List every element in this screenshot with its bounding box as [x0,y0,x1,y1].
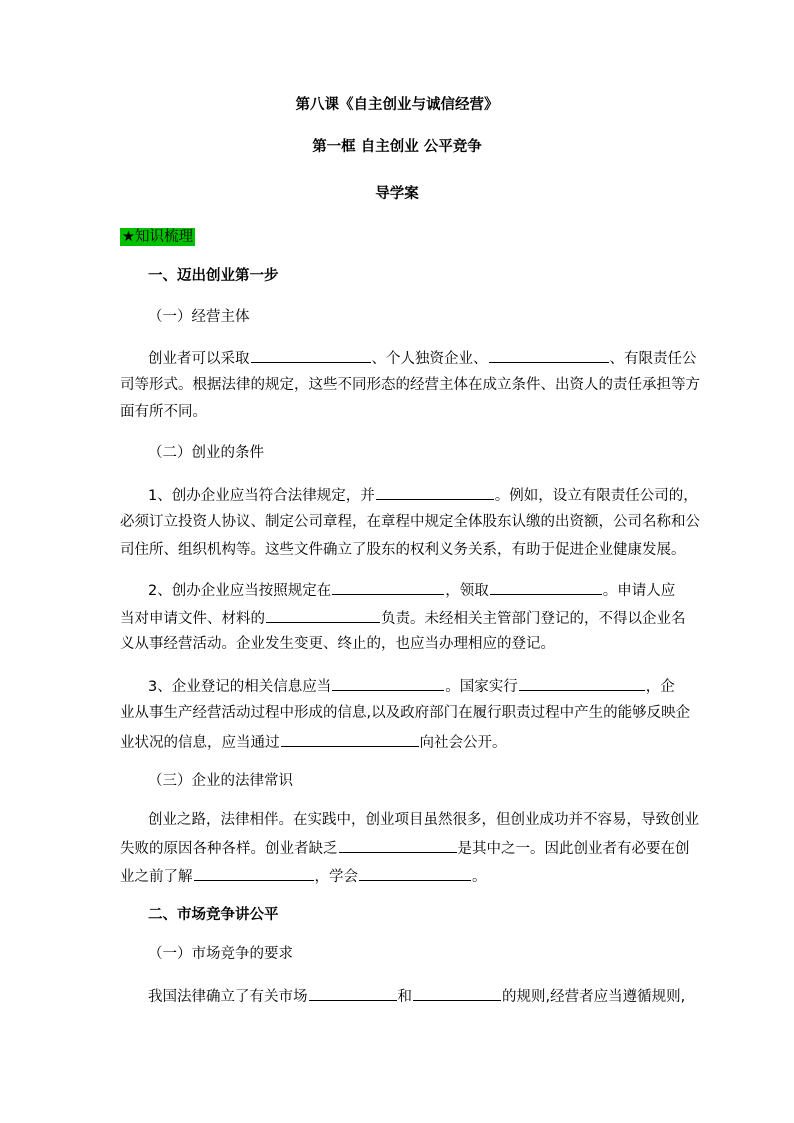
paragraph-line: 业之前了解 ，学会 。 [120,865,487,887]
section-2-heading: 二、市场竞争讲公平 [148,907,279,923]
lesson-title: 第八课《自主创业与诚信经营》 [295,97,499,113]
fill-blank[interactable] [194,865,314,881]
knowledge-tag-label: ★知识梳理 [122,229,193,245]
paragraph-line: 我国法律确立了有关市场 和 的规则,经营者应当遵循规则, [148,985,685,1007]
paragraph-line: 3、企业登记的相关信息应当 。国家实行 ，企 [148,675,675,697]
paragraph-line: 义从事经营活动。企业发生变更、终止的，也应当办理相应的登记。 [120,636,555,652]
paragraph-line: 1、创办企业应当符合法律规定，并 。例如，设立有限责任公司的， [148,484,698,506]
paragraph-line: 业状况的信息，应当通过 向社会公开。 [120,731,507,753]
fill-blank[interactable] [376,484,494,500]
fill-blank[interactable] [519,675,645,691]
paragraph-line: 创业者可以采取 、个人独资企业、 、有限责任公 [148,347,697,369]
fill-blank[interactable] [489,347,609,363]
section-1-heading: 一、迈出创业第一步 [148,268,279,284]
paragraph-line: 必须订立投资人协议、制定公司章程，在章程中规定全体股东认缴的出资额，公司名称和公 [120,514,700,530]
paragraph-line: 司等形式。根据法律的规定，这些不同形态的经营主体在成立条件、出资人的责任承担等方 [120,377,700,393]
paragraph-line: 2、创办企业应当按照规定在 ，领取 。申请人应 [148,579,675,601]
fill-blank[interactable] [490,579,602,595]
knowledge-tag [120,227,195,247]
fill-blank[interactable] [266,607,380,623]
paragraph-line: 创业之路，法律相伴。在实践中，创业项目虽然很多，但创业成功并不容易，导致创业 [148,812,699,828]
fill-blank[interactable] [413,985,501,1001]
paragraph-line: 当对申请文件、材料的 负责。未经相关主管部门登记的，不得以企业名 [120,607,686,629]
fill-blank[interactable] [359,865,471,881]
doc-type-label: 导学案 [375,186,419,202]
subsection-2-1-heading: （一）市场竞争的要求 [148,946,293,962]
paragraph-line: 司住所、组织机构等。这些文件确立了股东的权利义务关系，有助于促进企业健康发展。 [120,542,686,558]
fill-blank[interactable] [332,675,444,691]
paragraph-line: 面有所不同。 [120,404,207,420]
subsection-3-heading: （三）企业的法律常识 [148,773,293,789]
fill-blank[interactable] [332,579,444,595]
subsection-1-heading: （一）经营主体 [148,309,250,325]
fill-blank[interactable] [281,731,419,747]
fill-blank[interactable] [251,347,371,363]
lesson-subtitle: 第一框 自主创业 公平竞争 [312,139,482,155]
subsection-2-heading: （二）创业的条件 [148,445,264,461]
paragraph-line: 业从事生产经营活动过程中形成的信息,以及政府部门在履行职责过程中产生的能够反映企 [120,705,691,721]
fill-blank[interactable] [309,985,397,1001]
paragraph-line: 失败的原因各种各样。创业者缺乏 是其中之一。因此创业者有必要在创 [120,837,690,859]
fill-blank[interactable] [339,837,457,853]
